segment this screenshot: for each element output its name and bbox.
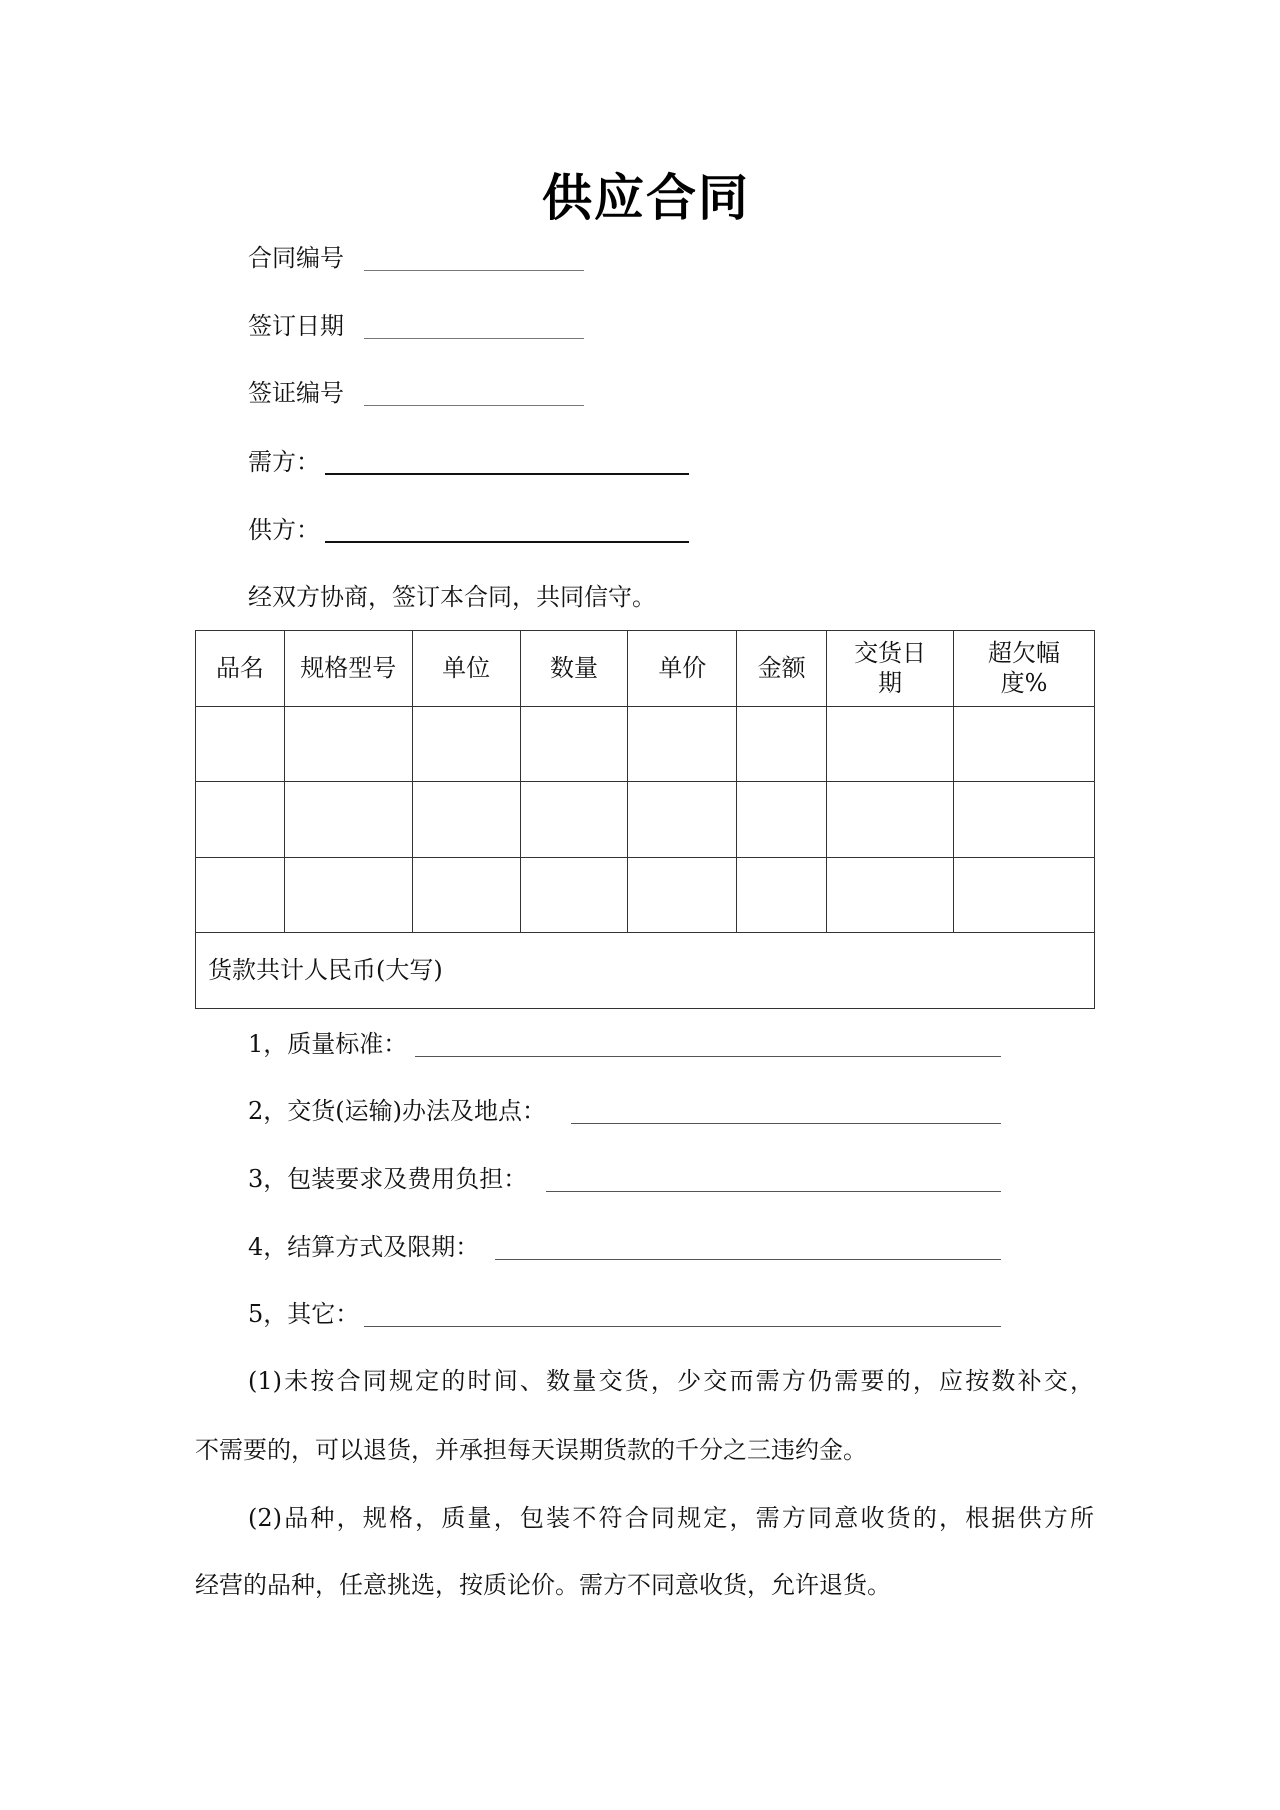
total-amount-label[interactable]: 货款共计人民币(大写) xyxy=(196,933,1095,1009)
table-cell[interactable] xyxy=(827,857,954,933)
table-cell[interactable] xyxy=(827,782,954,858)
table-cell[interactable] xyxy=(284,706,412,782)
clause-1-line-1: (1)未按合同规定的时间、数量交货，少交而需方仍需要的，应按数补交， xyxy=(248,1367,1094,1395)
table-cell[interactable] xyxy=(284,857,412,933)
table-cell[interactable] xyxy=(520,857,628,933)
table-cell[interactable] xyxy=(827,706,954,782)
clause-2-line-1: (2)品种，规格，质量，包装不符合同规定，需方同意收货的，根据供方所 xyxy=(248,1504,1094,1532)
table-cell[interactable] xyxy=(737,782,827,858)
header-delivery-date xyxy=(827,631,954,707)
table-cell[interactable] xyxy=(954,857,1095,933)
item-other: 5，其它： xyxy=(248,1300,360,1328)
item-packaging: 3，包装要求及费用负担： xyxy=(248,1165,528,1193)
table-cell[interactable] xyxy=(412,857,520,933)
sign-date-field[interactable] xyxy=(364,338,584,339)
visa-number-field[interactable] xyxy=(364,405,584,406)
table-cell[interactable] xyxy=(196,857,285,933)
document-title: 供应合同 xyxy=(542,169,750,227)
table-cell[interactable] xyxy=(954,782,1095,858)
table-row xyxy=(196,857,1095,933)
table-header-row xyxy=(196,631,1095,707)
buyer-field[interactable] xyxy=(325,473,689,475)
intro-text: 经双方协商，签订本合同，共同信守。 xyxy=(248,583,656,611)
clause-2-line-2: 经营的品种，任意挑选，按质论价。需方不同意收货，允许退货。 xyxy=(195,1571,891,1599)
quality-standard-field[interactable] xyxy=(415,1056,1001,1057)
header-spec-model: 规格型号 xyxy=(284,631,412,707)
total-row xyxy=(196,933,1095,1009)
table-row xyxy=(196,706,1095,782)
header-delivery-date-text: 交货日期 xyxy=(854,639,927,698)
table-cell[interactable] xyxy=(412,782,520,858)
table-cell[interactable] xyxy=(628,706,737,782)
other-field[interactable] xyxy=(364,1326,1001,1327)
table-cell[interactable] xyxy=(628,782,737,858)
table-cell[interactable] xyxy=(196,706,285,782)
item-delivery-method: 2，交货(运输)办法及地点： xyxy=(248,1097,546,1125)
header-over-under-percent xyxy=(954,631,1095,707)
header-unit-price: 单价 xyxy=(628,631,737,707)
supplier-field[interactable] xyxy=(325,541,689,543)
table-cell[interactable] xyxy=(520,782,628,858)
item-quality-standard: 1，质量标准： xyxy=(248,1030,408,1058)
contract-number-field[interactable] xyxy=(364,270,584,271)
header-product-name: 品名 xyxy=(196,631,285,707)
table-cell[interactable] xyxy=(520,706,628,782)
table-cell[interactable] xyxy=(737,857,827,933)
goods-table xyxy=(195,630,1095,1009)
header-quantity: 数量 xyxy=(520,631,628,707)
visa-number-label: 签证编号 xyxy=(248,379,344,407)
table-cell[interactable] xyxy=(284,782,412,858)
header-unit: 单位 xyxy=(412,631,520,707)
table-cell[interactable] xyxy=(628,857,737,933)
contract-number-label: 合同编号 xyxy=(248,244,344,272)
table-cell[interactable] xyxy=(196,782,285,858)
clause-1-line-2: 不需要的，可以退货，并承担每天误期货款的千分之三违约金。 xyxy=(195,1436,867,1464)
header-over-under-text: 超欠幅度% xyxy=(988,639,1060,698)
buyer-label: 需方： xyxy=(248,448,320,476)
table-cell[interactable] xyxy=(737,706,827,782)
table-row xyxy=(196,782,1095,858)
table-cell[interactable] xyxy=(412,706,520,782)
packaging-field[interactable] xyxy=(546,1191,1001,1192)
header-amount: 金额 xyxy=(737,631,827,707)
settlement-field[interactable] xyxy=(495,1259,1001,1260)
supplier-label: 供方： xyxy=(248,516,320,544)
table-cell[interactable] xyxy=(954,706,1095,782)
item-settlement: 4，结算方式及限期： xyxy=(248,1233,480,1261)
sign-date-label: 签订日期 xyxy=(248,312,344,340)
delivery-method-field[interactable] xyxy=(571,1123,1001,1124)
